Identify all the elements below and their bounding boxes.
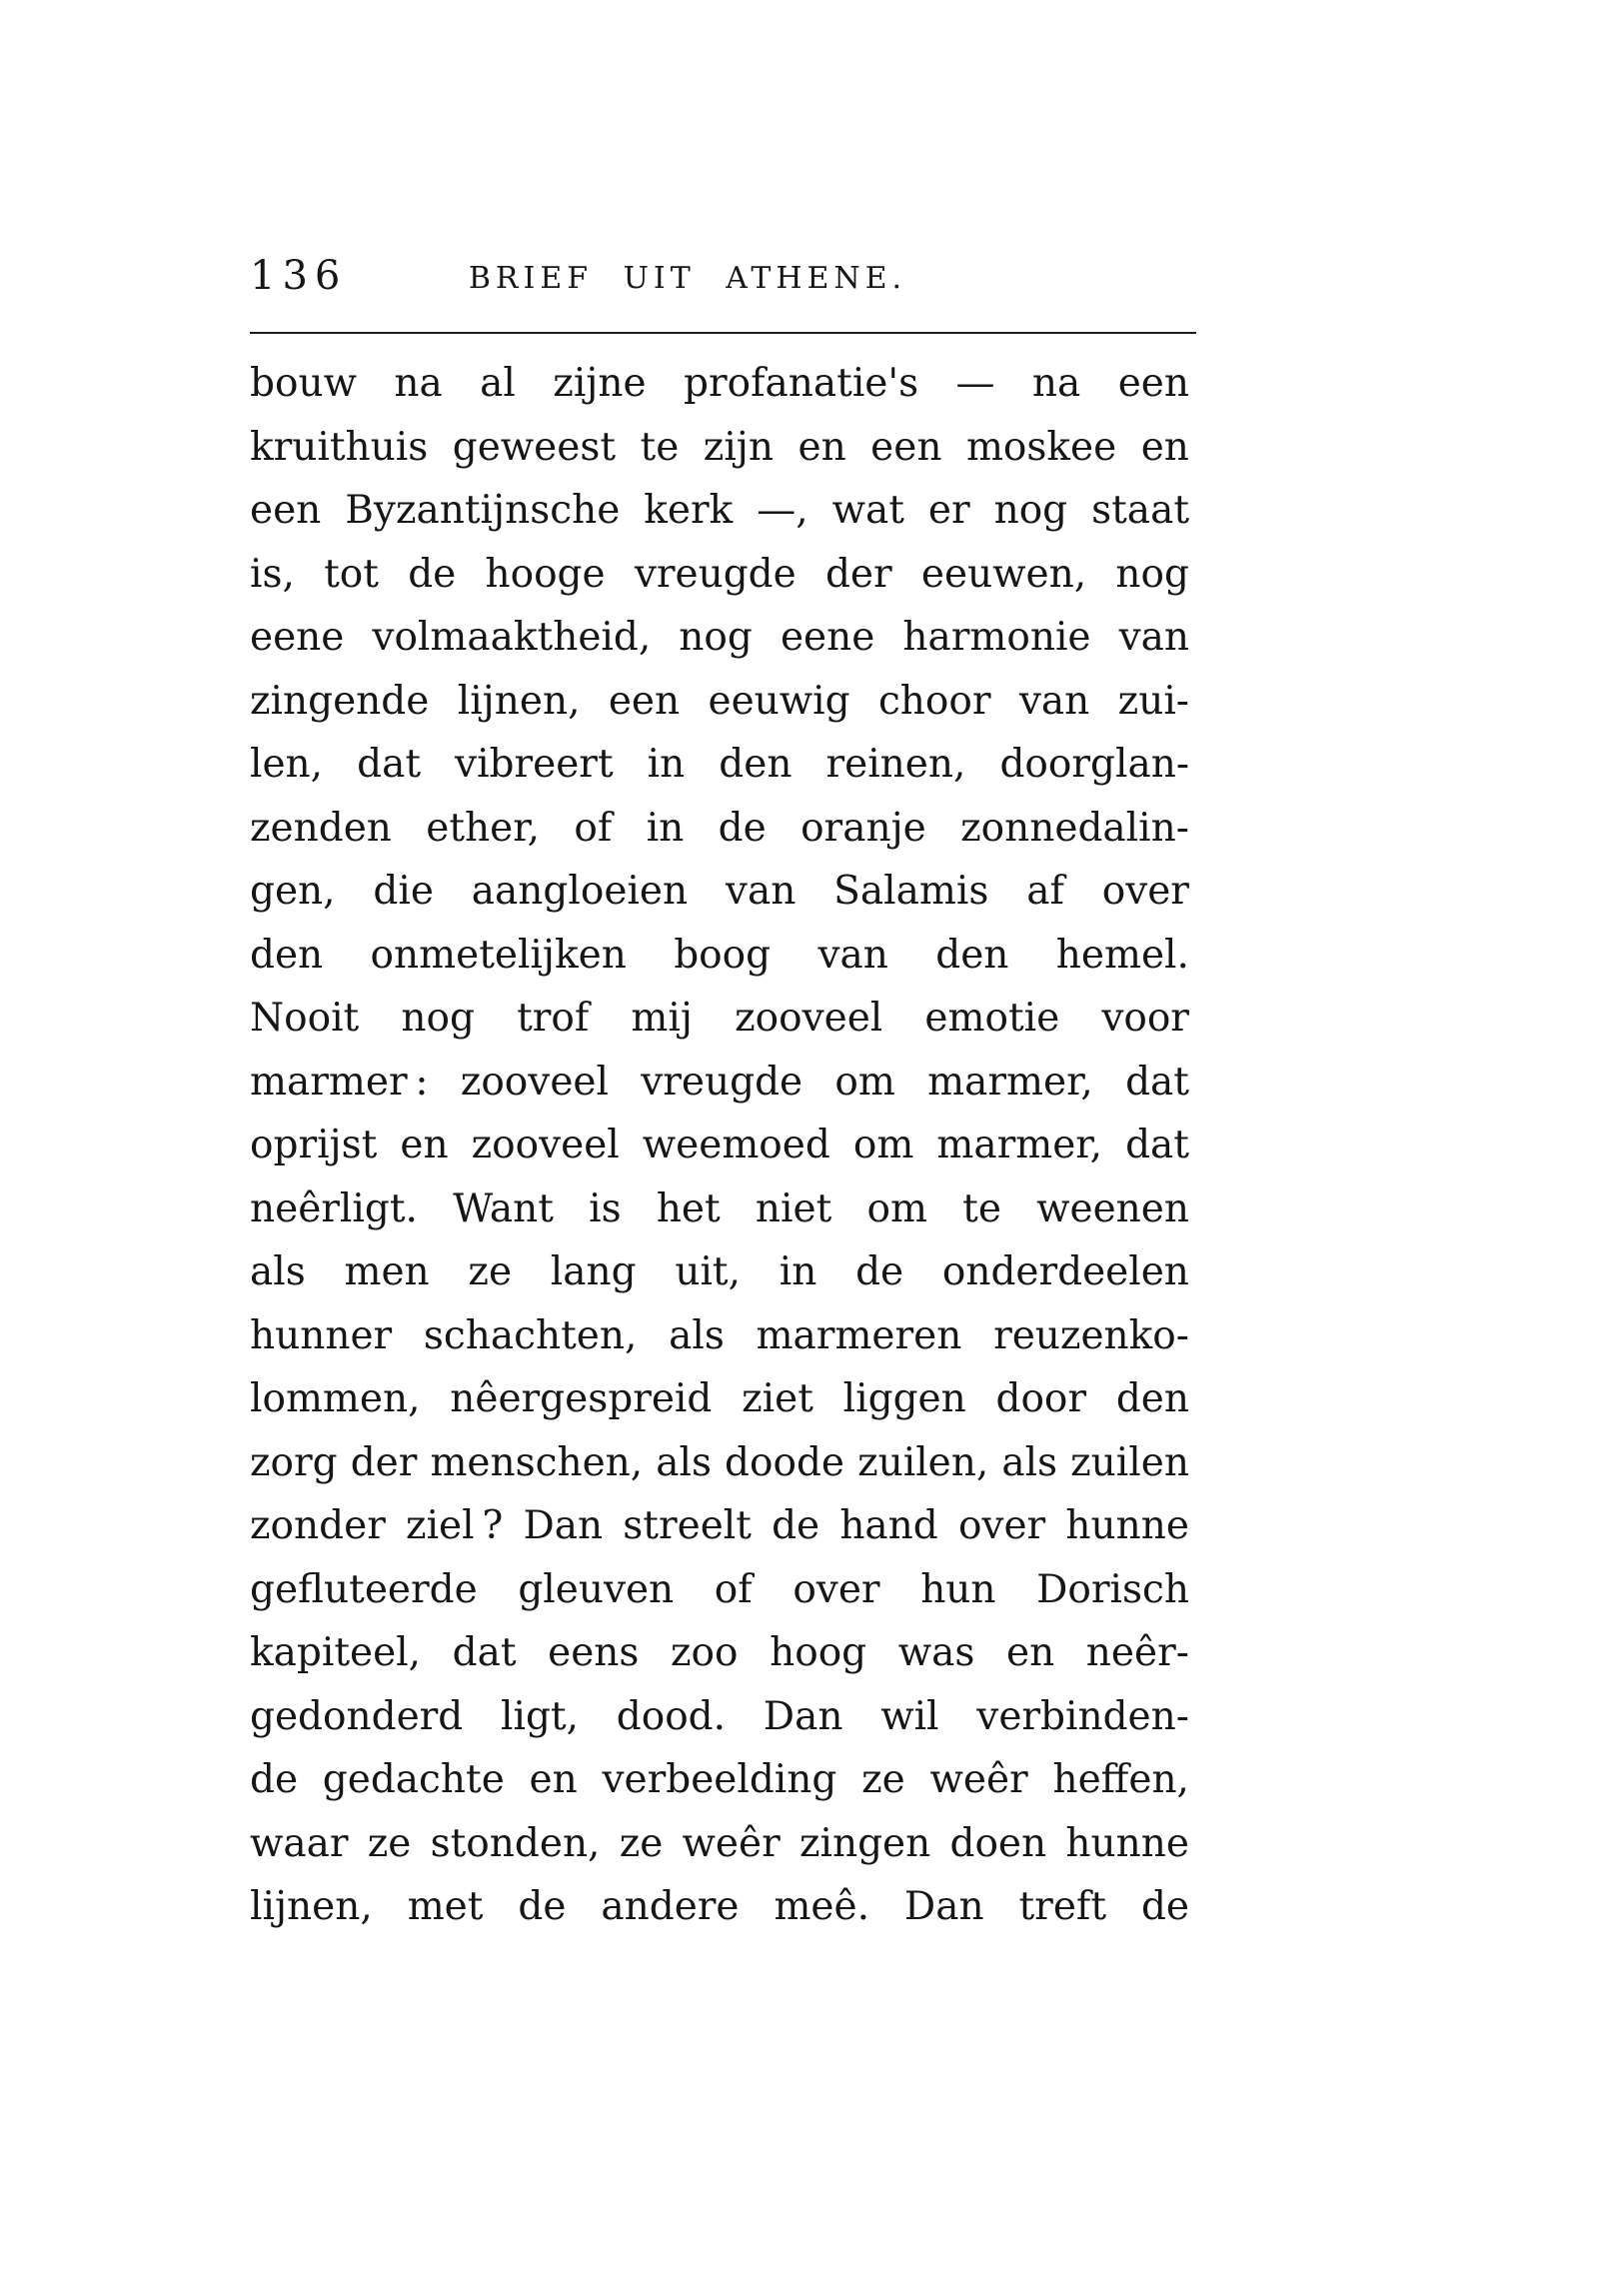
word: Dan — [523, 1503, 604, 1548]
word: als — [250, 1249, 306, 1294]
text-line — [250, 1494, 1189, 1558]
word: dat — [1125, 1123, 1189, 1167]
word: lijnen, — [457, 678, 581, 724]
word: hunne — [1065, 1820, 1189, 1866]
word: ze — [861, 1757, 905, 1802]
word: kerk — [644, 488, 734, 533]
text-line — [250, 1304, 1189, 1368]
word: lommen, — [250, 1376, 421, 1421]
word: weêr — [929, 1757, 1028, 1802]
word: eene — [250, 615, 345, 660]
text-line — [250, 1114, 1189, 1177]
body-text — [250, 352, 1189, 1939]
word: de — [718, 805, 767, 851]
word: zorg — [250, 1439, 338, 1485]
word: is, — [250, 551, 295, 597]
word: eene — [780, 615, 875, 660]
word: heffen, — [1052, 1757, 1189, 1802]
word: als — [656, 1439, 712, 1485]
word: Dorisch — [1036, 1566, 1189, 1612]
word: nêergespreid — [450, 1376, 713, 1421]
word: der — [824, 551, 892, 597]
word: liggen — [842, 1376, 966, 1421]
word: ze — [468, 1249, 513, 1294]
word: Dan — [763, 1693, 843, 1739]
word: staat — [1091, 488, 1189, 533]
word: schachten, — [423, 1312, 638, 1358]
word: kapiteel, — [250, 1630, 422, 1675]
word: van — [817, 932, 888, 978]
word: de — [1140, 1884, 1189, 1929]
word: na — [1031, 361, 1081, 406]
word: neêr- — [1085, 1630, 1189, 1675]
word: den — [250, 932, 324, 978]
word: ze — [367, 1820, 412, 1866]
word: de — [518, 1884, 567, 1929]
word: te — [640, 424, 680, 470]
word: hooge — [485, 551, 606, 597]
word: stonden, — [430, 1820, 601, 1866]
word: gen, — [250, 869, 336, 914]
word: nog — [679, 615, 753, 660]
word: dat — [1125, 1059, 1189, 1105]
page-number: 136 — [250, 253, 348, 299]
word: marmer, — [936, 1123, 1103, 1167]
text-line — [250, 479, 1189, 543]
text-line — [250, 1051, 1189, 1115]
word: er — [927, 488, 970, 533]
word: doen — [949, 1820, 1047, 1866]
word: trof — [517, 996, 590, 1041]
word: hand — [839, 1503, 938, 1548]
word: om — [866, 1185, 927, 1231]
word: Want — [453, 1185, 554, 1231]
word: zuilen, — [857, 1439, 989, 1485]
text-line — [250, 733, 1189, 797]
word: tot — [324, 551, 379, 597]
word: was — [897, 1630, 975, 1675]
word: van — [725, 869, 797, 914]
word: hemel. — [1055, 932, 1189, 978]
text-line — [250, 1812, 1189, 1876]
word: ziet — [742, 1376, 813, 1421]
word: of — [574, 805, 613, 851]
word: uit, — [675, 1249, 741, 1294]
word: nog — [1115, 551, 1189, 597]
word: nog — [401, 996, 475, 1041]
word: over — [957, 1503, 1046, 1548]
word: de — [772, 1503, 820, 1548]
word: zonnedalin- — [960, 805, 1189, 851]
word: andere — [601, 1884, 740, 1929]
word: door — [995, 1376, 1087, 1421]
word: vreugde — [641, 1059, 803, 1105]
text-line — [250, 860, 1189, 924]
word: lijnen, — [250, 1884, 373, 1929]
word: de — [250, 1757, 299, 1802]
word: zijn — [703, 424, 774, 470]
text-line — [250, 924, 1189, 988]
word: menschen, — [430, 1439, 644, 1485]
text-line — [250, 1431, 1189, 1495]
word: zuilen — [1070, 1439, 1189, 1485]
word: meê. — [774, 1884, 869, 1929]
text-line — [250, 1685, 1189, 1749]
word: kruithuis — [250, 424, 429, 470]
word: reinen, — [825, 742, 966, 787]
word: zingen — [799, 1820, 931, 1866]
text-line — [250, 987, 1189, 1051]
word: de — [855, 1249, 904, 1294]
text-line — [250, 1558, 1189, 1622]
word: als — [669, 1312, 725, 1358]
word: verbeelding — [602, 1757, 837, 1802]
word: dood. — [616, 1693, 727, 1739]
word: in — [779, 1249, 817, 1294]
word: de — [408, 551, 457, 597]
word: en — [798, 424, 846, 470]
word: een — [870, 424, 942, 470]
word: harmonie — [902, 615, 1091, 660]
word: marmer : — [250, 1059, 429, 1105]
word: onderdeelen — [941, 1249, 1189, 1294]
word: een — [250, 488, 322, 533]
word: verbinden- — [976, 1693, 1189, 1739]
word: Nooit — [250, 996, 360, 1041]
word: een — [1117, 361, 1189, 406]
word: eens — [548, 1630, 640, 1675]
word: len, — [250, 742, 324, 787]
word: dat — [357, 742, 421, 787]
text-line — [250, 1748, 1189, 1812]
word: gefluteerde — [250, 1566, 478, 1612]
word: der — [350, 1439, 418, 1485]
word: weêr — [682, 1820, 781, 1866]
word: in — [646, 805, 685, 851]
word: over — [1101, 869, 1189, 914]
word: voor — [1101, 996, 1189, 1041]
header-rule — [250, 332, 1196, 334]
word: en — [400, 1123, 449, 1167]
text-line — [250, 670, 1189, 734]
word: om — [834, 1059, 895, 1105]
word: ether, — [426, 805, 541, 851]
word: over — [793, 1566, 880, 1612]
word: Salamis — [833, 869, 989, 914]
text-line — [250, 1875, 1189, 1939]
word: vreugde — [634, 551, 797, 597]
text-line — [250, 416, 1189, 480]
word: niet — [755, 1185, 832, 1231]
word: doorglan- — [999, 742, 1189, 787]
word: den — [719, 742, 793, 787]
word: en — [1140, 424, 1189, 470]
text-line — [250, 1177, 1189, 1241]
text-line — [250, 797, 1189, 861]
word: hunne — [1065, 1503, 1189, 1548]
word: nog — [993, 488, 1068, 533]
word: ze — [619, 1820, 664, 1866]
word: zoo — [671, 1630, 739, 1675]
word: oranje — [801, 805, 926, 851]
word: boog — [674, 932, 772, 978]
word: gedonderd — [250, 1693, 464, 1739]
word: en — [529, 1757, 578, 1802]
word: reuzenko- — [993, 1312, 1189, 1358]
word: Byzantijnsche — [345, 488, 621, 533]
word: profanatie's — [684, 361, 919, 406]
word: dat — [452, 1630, 517, 1675]
word: of — [714, 1566, 753, 1612]
word: weemoed — [642, 1123, 830, 1167]
text-line — [250, 1240, 1189, 1304]
word: zooveel — [735, 996, 883, 1041]
word: geweest — [452, 424, 617, 470]
word: oprijst — [250, 1123, 378, 1167]
word: zijne — [553, 361, 647, 406]
word: marmeren — [756, 1312, 962, 1358]
word: hun — [920, 1566, 996, 1612]
word: —, — [757, 488, 808, 533]
word: volmaaktheid, — [372, 615, 652, 660]
text-line — [250, 543, 1189, 607]
word: na — [394, 361, 443, 406]
word: en — [1006, 1630, 1055, 1675]
text-line — [250, 1621, 1189, 1685]
word: wil — [880, 1693, 939, 1739]
word: choor — [877, 678, 991, 724]
word: den — [935, 932, 1009, 978]
text-line — [250, 606, 1189, 670]
word: bouw — [250, 361, 357, 406]
word: vibreert — [455, 742, 614, 787]
word: ziel ? — [406, 1503, 504, 1548]
word: om — [852, 1123, 914, 1167]
word: in — [647, 742, 686, 787]
text-line — [250, 1367, 1189, 1431]
word: zui- — [1117, 678, 1189, 724]
word: ligt, — [501, 1693, 579, 1739]
word: te — [962, 1185, 1001, 1231]
word: van — [1018, 678, 1090, 724]
text-line — [250, 352, 1189, 416]
word: neêrligt. — [250, 1185, 418, 1231]
word: eeuwen, — [920, 551, 1087, 597]
word: — — [955, 361, 995, 406]
word: aangloeien — [471, 869, 689, 914]
word: eeuwig — [708, 678, 850, 724]
word: zingende — [250, 678, 430, 724]
word: den — [1115, 1376, 1189, 1421]
word: mij — [631, 996, 693, 1041]
word: hunner — [250, 1312, 393, 1358]
word: een — [608, 678, 681, 724]
word: af — [1026, 869, 1064, 914]
running-title: BRIEF UIT ATHENE. — [468, 261, 907, 296]
word: zooveel — [471, 1123, 620, 1167]
word: weenen — [1036, 1185, 1189, 1231]
word: treft — [1018, 1884, 1107, 1929]
word: wat — [831, 488, 904, 533]
word: men — [344, 1249, 430, 1294]
word: die — [373, 869, 434, 914]
word: zenden — [250, 805, 392, 851]
word: met — [407, 1884, 484, 1929]
word: streelt — [623, 1503, 752, 1548]
word: emotie — [924, 996, 1060, 1041]
word: het — [656, 1185, 721, 1231]
word: zooveel — [460, 1059, 609, 1105]
word: gedachte — [322, 1757, 505, 1802]
word: hoog — [770, 1630, 867, 1675]
word: gleuven — [518, 1566, 675, 1612]
word: zonder — [250, 1503, 386, 1548]
word: van — [1118, 615, 1189, 660]
word: als — [1001, 1439, 1058, 1485]
word: waar — [250, 1820, 349, 1866]
word: marmer, — [927, 1059, 1093, 1105]
word: is — [589, 1185, 622, 1231]
word: onmetelijken — [370, 932, 627, 978]
word: Dan — [903, 1884, 984, 1929]
word: moskee — [965, 424, 1117, 470]
word: al — [480, 361, 516, 406]
word: doode — [725, 1439, 845, 1485]
word: lang — [550, 1249, 637, 1294]
